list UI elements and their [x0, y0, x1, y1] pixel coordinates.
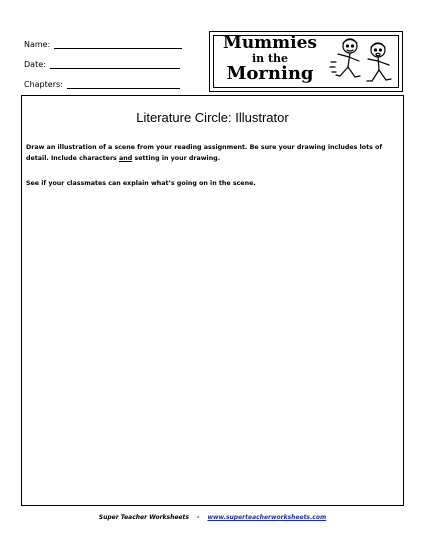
date-line[interactable]	[50, 60, 180, 69]
book-title-line1: Mummies	[223, 33, 317, 53]
book-title-box	[209, 31, 403, 92]
footer-url-link[interactable]: www.superteacherworksheets.com	[207, 514, 327, 521]
footer-separator: -	[196, 514, 200, 521]
instructions-paragraph	[26, 142, 396, 164]
name-line[interactable]	[54, 40, 182, 49]
chapters-line[interactable]	[67, 80, 180, 89]
instructions-part1: Draw an illustration of a scene from your reading assignment. Be sure your drawing includes lots of detail. Include characters	[26, 144, 383, 162]
chapters-field	[24, 80, 180, 89]
footer	[0, 514, 425, 521]
name-field	[24, 40, 182, 49]
name-label: Name:	[24, 40, 51, 49]
date-label: Date:	[24, 60, 46, 69]
date-field	[24, 60, 180, 69]
worksheet-heading: Literature Circle: Illustrator	[136, 110, 289, 125]
footer-brand: Super Teacher Worksheets	[98, 514, 189, 521]
classmates-paragraph: See if your classmates can explain what’s going on in the scene.	[26, 180, 256, 187]
book-title-line3: Morning	[226, 63, 314, 84]
drawing-area[interactable]	[21, 95, 404, 506]
instructions-part2: setting in your drawing.	[132, 155, 221, 162]
instructions-and-underlined: and	[119, 155, 133, 162]
book-title-line2: in the	[251, 52, 289, 65]
book-title	[216, 35, 324, 83]
chapters-label: Chapters:	[24, 80, 63, 89]
kids-running-illustration-icon	[328, 34, 398, 88]
